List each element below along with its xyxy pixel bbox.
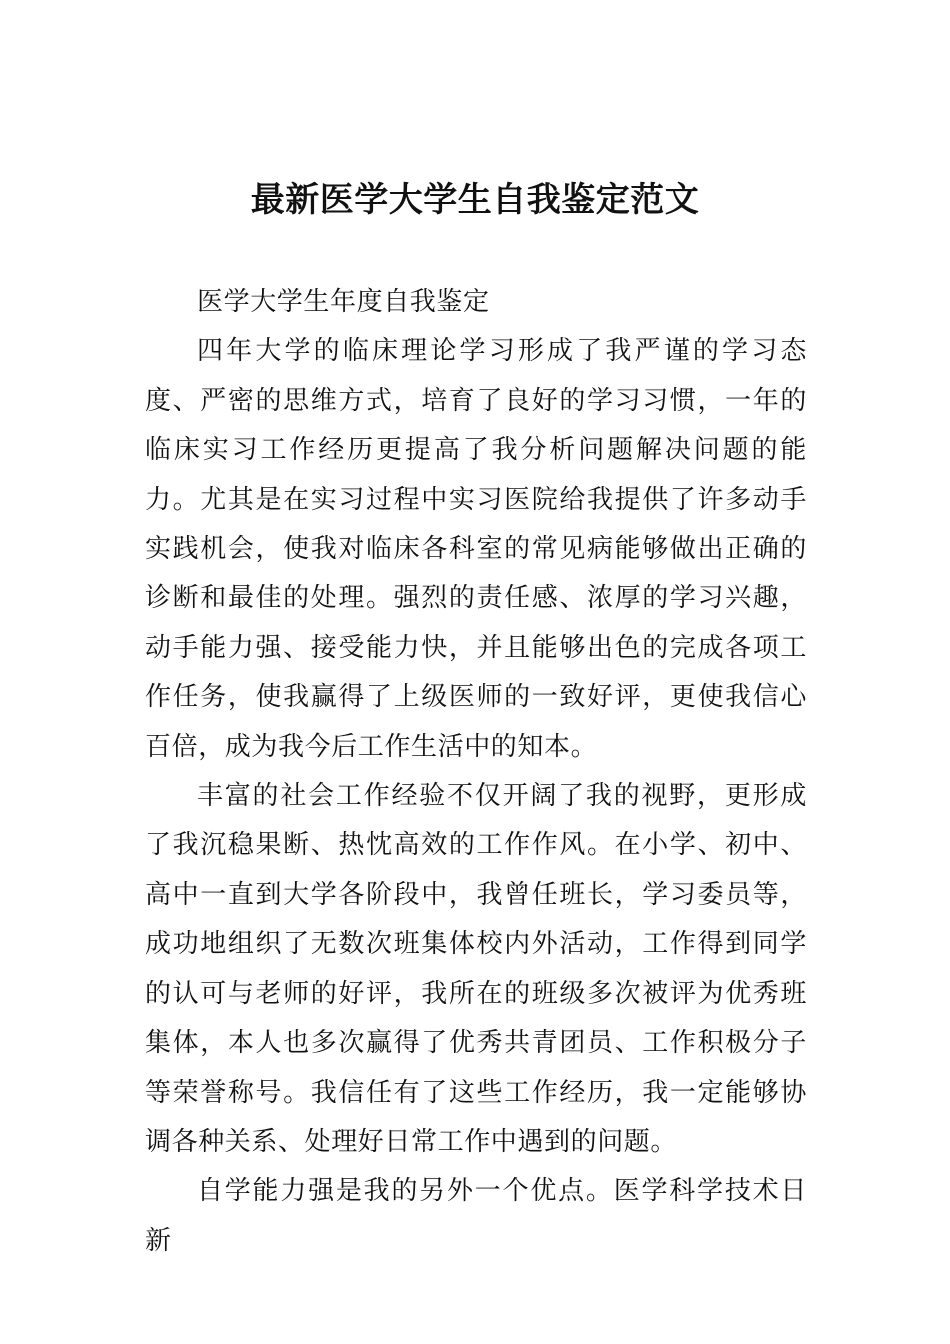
paragraph: 四年大学的临床理论学习形成了我严谨的学习态度、严密的思维方式，培育了良好的学习习惯，一年的临床实习工作经历更提高了我分析问题解决问题的能力。尤其是在实习过程中实习医院给我提供了许多动手实践机会，使我对临床各科室的常见病能够做出正确的诊断和最佳的处理。强烈的责任感、浓厚的学习兴趣，动手能力强、接受能力快，并且能够出色的完成各项工作任务，使我赢得了上级医师的一致好评，更使我信心百倍，成为我今后工作生活中的知本。	[145, 336, 807, 762]
document-body	[145, 278, 807, 1266]
paragraph: 丰富的社会工作经验不仅开阔了我的视野，更形成了我沉稳果断、热忱高效的工作作风。在小学、初中、高中一直到大学各阶段中，我曾任班长，学习委员等，成功地组织了无数次班集体校内外活动，工作得到同学的认可与老师的好评，我所在的班级多次被评为优秀班集体，本人也多次赢得了优秀共青团员、工作积极分子等荣誉称号。我信任有了这些工作经历，我一定能够协调各种关系、处理好日常工作中遇到的问题。	[145, 781, 807, 1157]
document-title: 最新医学大学生自我鉴定范文	[250, 180, 700, 220]
section-heading: 医学大学生年度自我鉴定	[197, 287, 490, 317]
paragraph: 自学能力强是我的另外一个优点。医学科学技术日新	[145, 1176, 807, 1256]
